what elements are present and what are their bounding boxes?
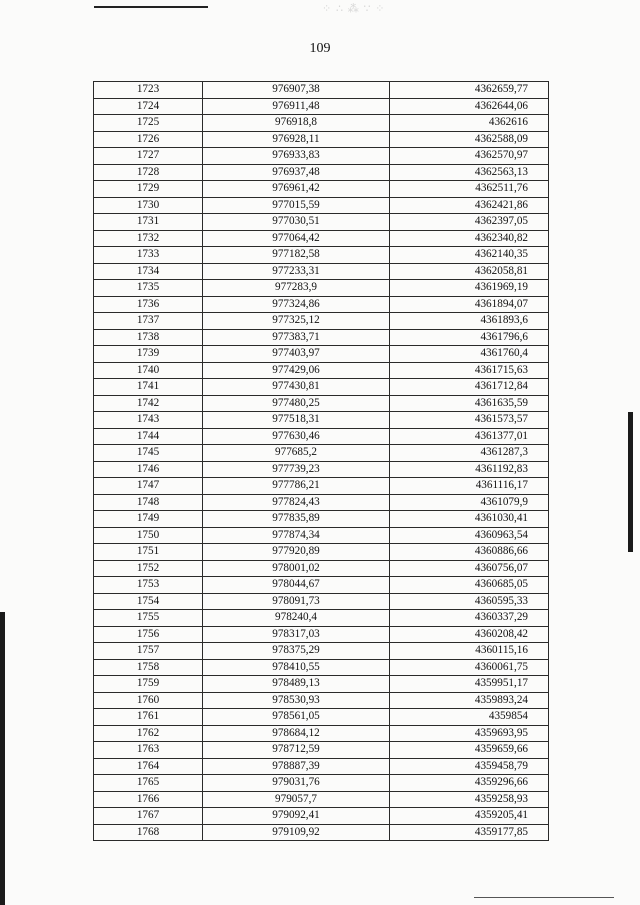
- x-coordinate-cell: 978317,03: [203, 626, 390, 643]
- x-coordinate-cell: 978240,4: [203, 610, 390, 627]
- table-row: [94, 379, 549, 396]
- y-coordinate-cell: 4359205,41: [390, 808, 549, 825]
- point-number-cell: 1747: [94, 478, 203, 495]
- y-coordinate-cell: 4361079,9: [390, 494, 549, 511]
- y-coordinate-cell: 4360886,66: [390, 544, 549, 561]
- table-row: [94, 742, 549, 759]
- point-number-cell: 1755: [94, 610, 203, 627]
- y-coordinate-cell: 4361635,59: [390, 395, 549, 412]
- x-coordinate-cell: 977383,71: [203, 329, 390, 346]
- x-coordinate-cell: 977430,81: [203, 379, 390, 396]
- x-coordinate-cell: 977786,21: [203, 478, 390, 495]
- x-coordinate-cell: 979031,76: [203, 775, 390, 792]
- table-row: [94, 626, 549, 643]
- table-row: [94, 98, 549, 115]
- point-number-cell: 1746: [94, 461, 203, 478]
- faded-stamp: ⁘ ∴ ⁂ ∵ ⁘: [322, 3, 386, 15]
- y-coordinate-cell: 4362421,86: [390, 197, 549, 214]
- point-number-cell: 1737: [94, 313, 203, 330]
- point-number-cell: 1763: [94, 742, 203, 759]
- table-row: [94, 560, 549, 577]
- x-coordinate-cell: 977480,25: [203, 395, 390, 412]
- x-coordinate-cell: 978561,05: [203, 709, 390, 726]
- x-coordinate-cell: 977324,86: [203, 296, 390, 313]
- y-coordinate-cell: 4362588,09: [390, 131, 549, 148]
- table-row: [94, 461, 549, 478]
- point-number-cell: 1751: [94, 544, 203, 561]
- y-coordinate-cell: 4360595,33: [390, 593, 549, 610]
- x-coordinate-cell: 977920,89: [203, 544, 390, 561]
- top-rule: [94, 6, 208, 8]
- x-coordinate-cell: 977030,51: [203, 214, 390, 231]
- point-number-cell: 1767: [94, 808, 203, 825]
- y-coordinate-cell: 4362058,81: [390, 263, 549, 280]
- y-coordinate-cell: 4361712,84: [390, 379, 549, 396]
- y-coordinate-cell: 4362616: [390, 115, 549, 132]
- x-coordinate-cell: 977874,34: [203, 527, 390, 544]
- x-coordinate-cell: 977182,58: [203, 247, 390, 264]
- table-row: [94, 263, 549, 280]
- y-coordinate-cell: 4361573,57: [390, 412, 549, 429]
- point-number-cell: 1757: [94, 643, 203, 660]
- x-coordinate-cell: 978044,67: [203, 577, 390, 594]
- y-coordinate-cell: 4360337,29: [390, 610, 549, 627]
- y-coordinate-cell: 4361894,07: [390, 296, 549, 313]
- point-number-cell: 1749: [94, 511, 203, 528]
- x-coordinate-cell: 977835,89: [203, 511, 390, 528]
- point-number-cell: 1742: [94, 395, 203, 412]
- scan-edge-right: [628, 412, 633, 552]
- x-coordinate-cell: 976907,38: [203, 82, 390, 99]
- x-coordinate-cell: 977064,42: [203, 230, 390, 247]
- x-coordinate-cell: 976961,42: [203, 181, 390, 198]
- y-coordinate-cell: 4362397,05: [390, 214, 549, 231]
- point-number-cell: 1762: [94, 725, 203, 742]
- point-number-cell: 1743: [94, 412, 203, 429]
- y-coordinate-cell: 4362659,77: [390, 82, 549, 99]
- point-number-cell: 1750: [94, 527, 203, 544]
- table-row: [94, 643, 549, 660]
- point-number-cell: 1741: [94, 379, 203, 396]
- x-coordinate-cell: 976928,11: [203, 131, 390, 148]
- y-coordinate-cell: 4359693,95: [390, 725, 549, 742]
- point-number-cell: 1759: [94, 676, 203, 693]
- point-number-cell: 1728: [94, 164, 203, 181]
- point-number-cell: 1756: [94, 626, 203, 643]
- y-coordinate-cell: 4362140,35: [390, 247, 549, 264]
- x-coordinate-cell: 978001,02: [203, 560, 390, 577]
- table-row: [94, 478, 549, 495]
- table-row: [94, 230, 549, 247]
- point-number-cell: 1754: [94, 593, 203, 610]
- table-row: [94, 247, 549, 264]
- x-coordinate-cell: 979092,41: [203, 808, 390, 825]
- x-coordinate-cell: 977630,46: [203, 428, 390, 445]
- x-coordinate-cell: 978887,39: [203, 758, 390, 775]
- table-row: [94, 131, 549, 148]
- point-number-cell: 1738: [94, 329, 203, 346]
- table-row: [94, 676, 549, 693]
- x-coordinate-cell: 977429,06: [203, 362, 390, 379]
- point-number-cell: 1768: [94, 824, 203, 841]
- x-coordinate-cell: 977283,9: [203, 280, 390, 297]
- table-row: [94, 395, 549, 412]
- y-coordinate-cell: 4359854: [390, 709, 549, 726]
- table-row: [94, 593, 549, 610]
- table-row: [94, 791, 549, 808]
- table-row: [94, 775, 549, 792]
- point-number-cell: 1734: [94, 263, 203, 280]
- table-row: [94, 412, 549, 429]
- table-row: [94, 148, 549, 165]
- x-coordinate-cell: 978712,59: [203, 742, 390, 759]
- table-row: [94, 659, 549, 676]
- x-coordinate-cell: 977233,31: [203, 263, 390, 280]
- x-coordinate-cell: 978091,73: [203, 593, 390, 610]
- point-number-cell: 1735: [94, 280, 203, 297]
- x-coordinate-cell: 979109,92: [203, 824, 390, 841]
- table-row: [94, 494, 549, 511]
- point-number-cell: 1732: [94, 230, 203, 247]
- y-coordinate-cell: 4361377,01: [390, 428, 549, 445]
- table-row: [94, 692, 549, 709]
- table-row: [94, 115, 549, 132]
- y-coordinate-cell: 4359659,66: [390, 742, 549, 759]
- point-number-cell: 1723: [94, 82, 203, 99]
- point-number-cell: 1744: [94, 428, 203, 445]
- y-coordinate-cell: 4360115,16: [390, 643, 549, 660]
- y-coordinate-cell: 4360685,05: [390, 577, 549, 594]
- y-coordinate-cell: 4359951,17: [390, 676, 549, 693]
- x-coordinate-cell: 978530,93: [203, 692, 390, 709]
- x-coordinate-cell: 979057,7: [203, 791, 390, 808]
- point-number-cell: 1739: [94, 346, 203, 363]
- scan-edge-left: [0, 612, 5, 905]
- point-number-cell: 1736: [94, 296, 203, 313]
- x-coordinate-cell: 977325,12: [203, 313, 390, 330]
- y-coordinate-cell: 4361760,4: [390, 346, 549, 363]
- point-number-cell: 1730: [94, 197, 203, 214]
- y-coordinate-cell: 4359258,93: [390, 791, 549, 808]
- y-coordinate-cell: 4360756,07: [390, 560, 549, 577]
- x-coordinate-cell: 977739,23: [203, 461, 390, 478]
- y-coordinate-cell: 4362570,97: [390, 148, 549, 165]
- table-row: [94, 428, 549, 445]
- point-number-cell: 1748: [94, 494, 203, 511]
- x-coordinate-cell: 978410,55: [203, 659, 390, 676]
- x-coordinate-cell: 976937,48: [203, 164, 390, 181]
- x-coordinate-cell: 978375,29: [203, 643, 390, 660]
- x-coordinate-cell: 976918,8: [203, 115, 390, 132]
- point-number-cell: 1764: [94, 758, 203, 775]
- point-number-cell: 1729: [94, 181, 203, 198]
- x-coordinate-cell: 978684,12: [203, 725, 390, 742]
- coordinates-table: [93, 81, 549, 841]
- x-coordinate-cell: 976933,83: [203, 148, 390, 165]
- table-row: [94, 824, 549, 841]
- x-coordinate-cell: 977685,2: [203, 445, 390, 462]
- y-coordinate-cell: 4360208,42: [390, 626, 549, 643]
- x-coordinate-cell: 977403,97: [203, 346, 390, 363]
- table-row: [94, 181, 549, 198]
- y-coordinate-cell: 4361715,63: [390, 362, 549, 379]
- point-number-cell: 1726: [94, 131, 203, 148]
- point-number-cell: 1740: [94, 362, 203, 379]
- point-number-cell: 1753: [94, 577, 203, 594]
- table-row: [94, 214, 549, 231]
- y-coordinate-cell: 4359458,79: [390, 758, 549, 775]
- y-coordinate-cell: 4360061,75: [390, 659, 549, 676]
- y-coordinate-cell: 4361192,83: [390, 461, 549, 478]
- y-coordinate-cell: 4359296,66: [390, 775, 549, 792]
- y-coordinate-cell: 4362511,76: [390, 181, 549, 198]
- table-row: [94, 362, 549, 379]
- y-coordinate-cell: 4361030,41: [390, 511, 549, 528]
- table-row: [94, 544, 549, 561]
- point-number-cell: 1752: [94, 560, 203, 577]
- y-coordinate-cell: 4360963,54: [390, 527, 549, 544]
- y-coordinate-cell: 4362644,06: [390, 98, 549, 115]
- table-row: [94, 164, 549, 181]
- table-row: [94, 709, 549, 726]
- table-row: [94, 725, 549, 742]
- bottom-rule: [474, 897, 614, 898]
- table-row: [94, 82, 549, 99]
- y-coordinate-cell: 4361287,3: [390, 445, 549, 462]
- y-coordinate-cell: 4361796,6: [390, 329, 549, 346]
- point-number-cell: 1725: [94, 115, 203, 132]
- point-number-cell: 1731: [94, 214, 203, 231]
- table-row: [94, 610, 549, 627]
- y-coordinate-cell: 4359177,85: [390, 824, 549, 841]
- point-number-cell: 1745: [94, 445, 203, 462]
- x-coordinate-cell: 976911,48: [203, 98, 390, 115]
- y-coordinate-cell: 4362563,13: [390, 164, 549, 181]
- table-row: [94, 296, 549, 313]
- x-coordinate-cell: 977518,31: [203, 412, 390, 429]
- point-number-cell: 1727: [94, 148, 203, 165]
- table-row: [94, 511, 549, 528]
- table-row: [94, 346, 549, 363]
- table-row: [94, 329, 549, 346]
- x-coordinate-cell: 977824,43: [203, 494, 390, 511]
- point-number-cell: 1765: [94, 775, 203, 792]
- x-coordinate-cell: 978489,13: [203, 676, 390, 693]
- point-number-cell: 1761: [94, 709, 203, 726]
- point-number-cell: 1724: [94, 98, 203, 115]
- table-row: [94, 280, 549, 297]
- y-coordinate-cell: 4361116,17: [390, 478, 549, 495]
- page-number: 109: [309, 41, 331, 56]
- table-row: [94, 445, 549, 462]
- y-coordinate-cell: 4362340,82: [390, 230, 549, 247]
- table-row: [94, 313, 549, 330]
- y-coordinate-cell: 4361893,6: [390, 313, 549, 330]
- y-coordinate-cell: 4361969,19: [390, 280, 549, 297]
- y-coordinate-cell: 4359893,24: [390, 692, 549, 709]
- table-row: [94, 577, 549, 594]
- table-row: [94, 758, 549, 775]
- coordinates-table-body: [94, 82, 549, 841]
- table-row: [94, 808, 549, 825]
- point-number-cell: 1766: [94, 791, 203, 808]
- point-number-cell: 1733: [94, 247, 203, 264]
- x-coordinate-cell: 977015,59: [203, 197, 390, 214]
- point-number-cell: 1760: [94, 692, 203, 709]
- table-row: [94, 197, 549, 214]
- table-row: [94, 527, 549, 544]
- point-number-cell: 1758: [94, 659, 203, 676]
